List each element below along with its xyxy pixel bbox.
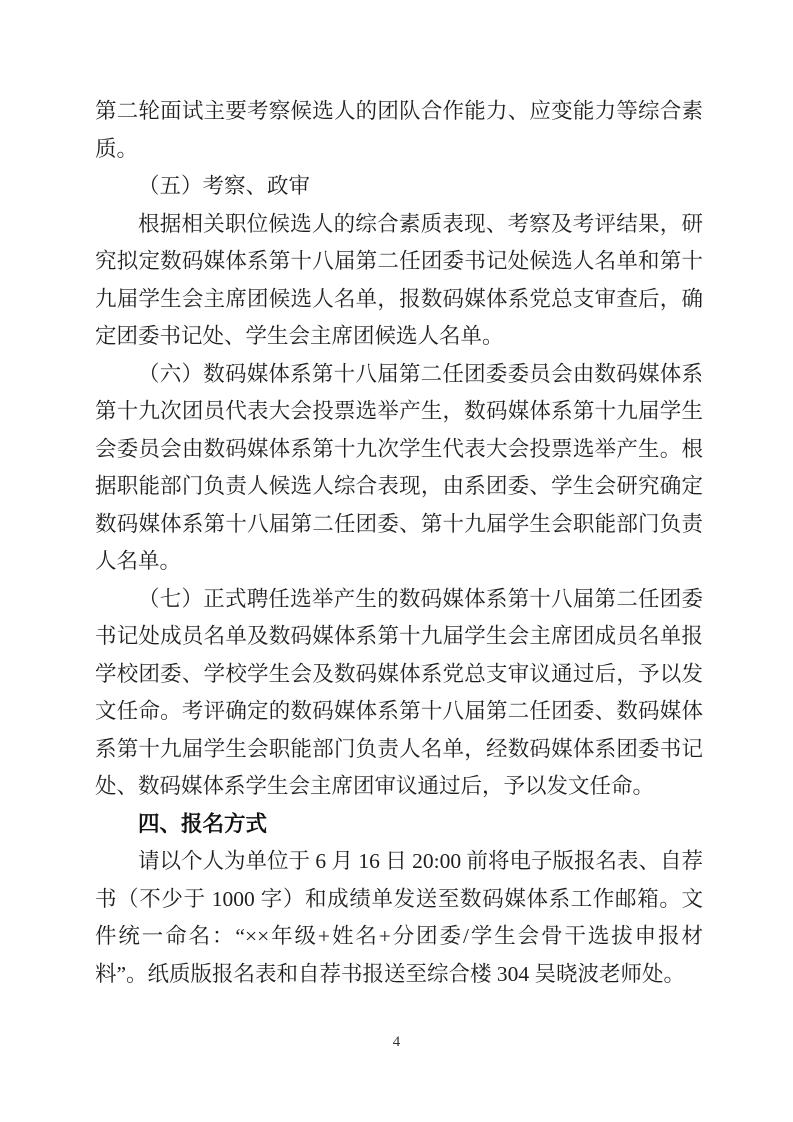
section-heading-registration-method: 四、报名方式 xyxy=(138,811,268,836)
document-body xyxy=(95,93,703,993)
paragraph-item-6-election: （六）数码媒体系第十八届第二任团委委员会由数码媒体系第十九次团员代表大会投票选举产生，数码媒体系第十九届学生会委员会由数码媒体系第十九次学生代表大会投票选举产生。根据职能部门负责人候选人综合表现，由系团委、学生会研究确定数码媒体系第十八届第二任团委、第十九届学生会职能部门负责人名单。 xyxy=(95,361,703,573)
paragraph-item-7-appointment: （七）正式聘任选举产生的数码媒体系第十八届第二任团委书记处成员名单及数码媒体系第十九届学生会主席团成员名单报学校团委、学校学生会及数码媒体系党总支审议通过后，予以发文任命。考评确定的数码媒体系第十八届第二任团委、数码媒体系第十九届学生会职能部门负责人名单，经数码媒体系团委书记处、数码媒体系学生会主席团审议通过后，予以发文任命。 xyxy=(95,586,703,798)
paragraph-registration-instructions: 请以个人为单位于 6 月 16 日 20:00 前将电子版报名表、自荐书（不少于 1000 字）和成绩单发送至数码媒体系工作邮箱。文件统一命名：“××年级+姓名+分团委/学生会骨干选拔申报材料”。纸质版报名表和自荐书报送至综合楼 304 吴晓波老师处。 xyxy=(95,849,703,986)
paragraph-item-5-inspection-heading: （五）考察、政审 xyxy=(138,174,311,198)
page-number: 4 xyxy=(392,1034,401,1050)
paragraph-interview-round2-continuation: 第二轮面试主要考察候选人的团队合作能力、应变能力等综合素质。 xyxy=(95,99,703,161)
paragraph-item-5-inspection-body: 根据相关职位候选人的综合素质表现、考察及考评结果，研究拟定数码媒体系第十八届第二任团委书记处候选人名单和第十九届学生会主席团候选人名单，报数码媒体系党总支审查后，确定团委书记处、学生会主席团候选人名单。 xyxy=(95,211,703,348)
